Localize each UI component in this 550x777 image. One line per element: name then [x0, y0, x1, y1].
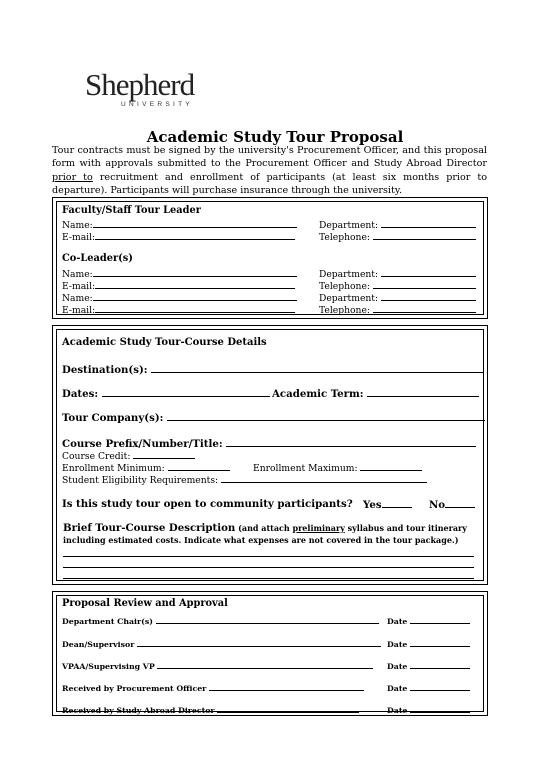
course-credit-field[interactable]: [133, 449, 195, 459]
vpaa-date-row: [387, 659, 470, 671]
faculty-email-field[interactable]: [95, 230, 295, 240]
dean-signature-field[interactable]: [137, 637, 381, 647]
destination-label: Destination(s):: [62, 364, 148, 376]
community-no-label: No: [429, 499, 446, 511]
approval-section: [52, 591, 488, 716]
approval-row-procurement: [62, 681, 364, 693]
vpaa-signature-field[interactable]: [157, 659, 373, 669]
faculty-telephone-field[interactable]: [373, 230, 476, 240]
coleader1-department-field[interactable]: [381, 267, 476, 277]
approval-inner-border: [56, 595, 484, 715]
community-no-field[interactable]: [445, 498, 475, 508]
coleader2-name-label: Name:: [62, 293, 93, 304]
enrollment-min-field[interactable]: [168, 461, 230, 471]
vpaa-date-label: Date: [387, 662, 408, 671]
description-text-1: (and attach: [235, 523, 293, 533]
coleader1-name-label: Name:: [62, 269, 93, 280]
coleader-heading: Co-Leader(s): [62, 253, 133, 264]
intro-text-2: recruitment and enrollment of participants (at least six months prior to departure). Participants will purchase insurance through the university.: [52, 171, 487, 197]
dates-field[interactable]: [102, 387, 270, 397]
eligibility-field[interactable]: [221, 473, 427, 483]
community-yes-label: Yes: [363, 499, 382, 511]
enrollment-min-label: Enrollment Minimum:: [62, 463, 165, 474]
coleader2-department-label: Department:: [319, 293, 379, 304]
dates-row: [62, 387, 270, 400]
community-question-row: [62, 498, 353, 510]
coleader1-name-field[interactable]: [93, 267, 297, 277]
description-lead: Brief Tour-Course Description: [63, 522, 236, 534]
coleader1-telephone-label: Telephone:: [319, 281, 371, 292]
course-title-field[interactable]: [226, 437, 476, 447]
community-question-label: Is this study tour open to community participants?: [62, 498, 353, 510]
academic-term-row: [272, 387, 479, 400]
faculty-name-label: Name:: [62, 220, 93, 231]
course-credit-label: Course Credit:: [62, 451, 131, 462]
coleader2-department-field[interactable]: [381, 291, 476, 301]
description-line-3[interactable]: [63, 578, 474, 579]
dean-date-label: Date: [387, 640, 408, 649]
coleader2-telephone-row: [319, 303, 476, 316]
study-abroad-date-field[interactable]: [410, 703, 470, 713]
community-yes-field[interactable]: [382, 498, 412, 508]
approval-label-dept-chair: Department Chair(s): [62, 617, 153, 626]
coleader1-email-label: E-mail:: [62, 281, 96, 292]
coleader2-email-field[interactable]: [95, 303, 295, 313]
approval-heading: Proposal Review and Approval: [62, 598, 228, 609]
faculty-email-label: E-mail:: [62, 232, 96, 243]
approval-label-procurement: Received by Procurement Officer: [62, 684, 207, 693]
dean-date-row: [387, 637, 470, 649]
coleader1-email-field[interactable]: [95, 279, 295, 289]
course-details-section: [52, 325, 488, 585]
procurement-signature-field[interactable]: [209, 681, 364, 691]
study-abroad-date-label: Date: [387, 706, 408, 715]
course-details-heading: Academic Study Tour-Course Details: [62, 337, 267, 348]
coleader2-name-field[interactable]: [93, 291, 297, 301]
tour-company-field[interactable]: [167, 411, 485, 421]
eligibility-row: [62, 473, 427, 486]
faculty-heading: Faculty/Staff Tour Leader: [62, 205, 201, 216]
coleader1-department-label: Department:: [319, 269, 379, 280]
coleader2-email-label: E-mail:: [62, 305, 96, 316]
description-line-2[interactable]: [63, 567, 474, 568]
faculty-department-label: Department:: [319, 220, 379, 231]
intro-text-1: Tour contracts must be signed by the university's Procurement Officer, and this proposal form with approvals submitted to the Procurement Officer and Study Abroad Director: [52, 145, 487, 170]
description-line-1[interactable]: [63, 556, 474, 557]
study-abroad-date-row: [387, 703, 470, 715]
approval-label-study-abroad: Received by Study Abroad Director: [62, 706, 215, 715]
procurement-date-field[interactable]: [410, 681, 470, 691]
coleader1-telephone-field[interactable]: [373, 279, 476, 289]
dept-chair-signature-field[interactable]: [156, 614, 379, 624]
course-title-label: Course Prefix/Number/Title:: [62, 438, 223, 450]
leaders-inner-border: [56, 201, 484, 315]
eligibility-label: Student Eligibility Requirements:: [62, 475, 219, 486]
dept-chair-date-field[interactable]: [410, 614, 470, 624]
dept-chair-date-label: Date: [387, 617, 408, 626]
coleader2-email-row: [62, 303, 295, 316]
faculty-name-field[interactable]: [93, 218, 297, 228]
approval-row-dean: [62, 637, 381, 649]
faculty-department-field[interactable]: [381, 218, 476, 228]
approval-row-vpaa: [62, 659, 373, 671]
description-underlined: preliminary: [292, 523, 345, 533]
vpaa-date-field[interactable]: [410, 659, 470, 669]
enrollment-max-field[interactable]: [360, 461, 422, 471]
destination-field[interactable]: [151, 363, 483, 373]
approval-label-dean: Dean/Supervisor: [62, 640, 135, 649]
dates-label: Dates:: [62, 388, 99, 400]
procurement-date-row: [387, 681, 470, 693]
leaders-section: [52, 197, 488, 319]
faculty-telephone-row: [319, 230, 476, 243]
course-details-inner-border: [56, 329, 484, 581]
destination-row: [62, 363, 483, 376]
intro-underlined: prior to: [52, 171, 93, 183]
dean-date-field[interactable]: [410, 637, 470, 647]
approval-row-study-abroad: [62, 703, 359, 715]
community-no-row: [429, 498, 475, 511]
logo-wordmark: Shepherd: [85, 67, 195, 102]
description-text-2: syllabus and tour itinerary including estimated costs. Indicate what expenses are not covered in the tour package.): [63, 523, 467, 545]
approval-label-vpaa: VPAA/Supervising VP: [62, 662, 155, 671]
description-instructions: [63, 522, 483, 546]
academic-term-field[interactable]: [367, 387, 479, 397]
tour-company-label: Tour Company(s):: [62, 412, 164, 424]
faculty-email-row: [62, 230, 295, 243]
procurement-date-label: Date: [387, 684, 408, 693]
page-title: Academic Study Tour Proposal: [146, 128, 404, 146]
approval-row-dept-chair: [62, 614, 379, 626]
faculty-telephone-label: Telephone:: [319, 232, 371, 243]
university-logo: [85, 67, 215, 108]
logo-subtitle: UNIVERSITY: [121, 101, 194, 108]
coleader2-telephone-field[interactable]: [373, 303, 476, 313]
coleader2-telephone-label: Telephone:: [319, 305, 371, 316]
study-abroad-signature-field[interactable]: [217, 703, 359, 713]
academic-term-label: Academic Term:: [272, 388, 364, 400]
intro-paragraph: [52, 144, 487, 198]
community-yes-row: [363, 498, 412, 511]
dept-chair-date-row: [387, 614, 470, 626]
tour-company-row: [62, 411, 485, 424]
enrollment-max-label: Enrollment Maximum:: [253, 463, 358, 474]
